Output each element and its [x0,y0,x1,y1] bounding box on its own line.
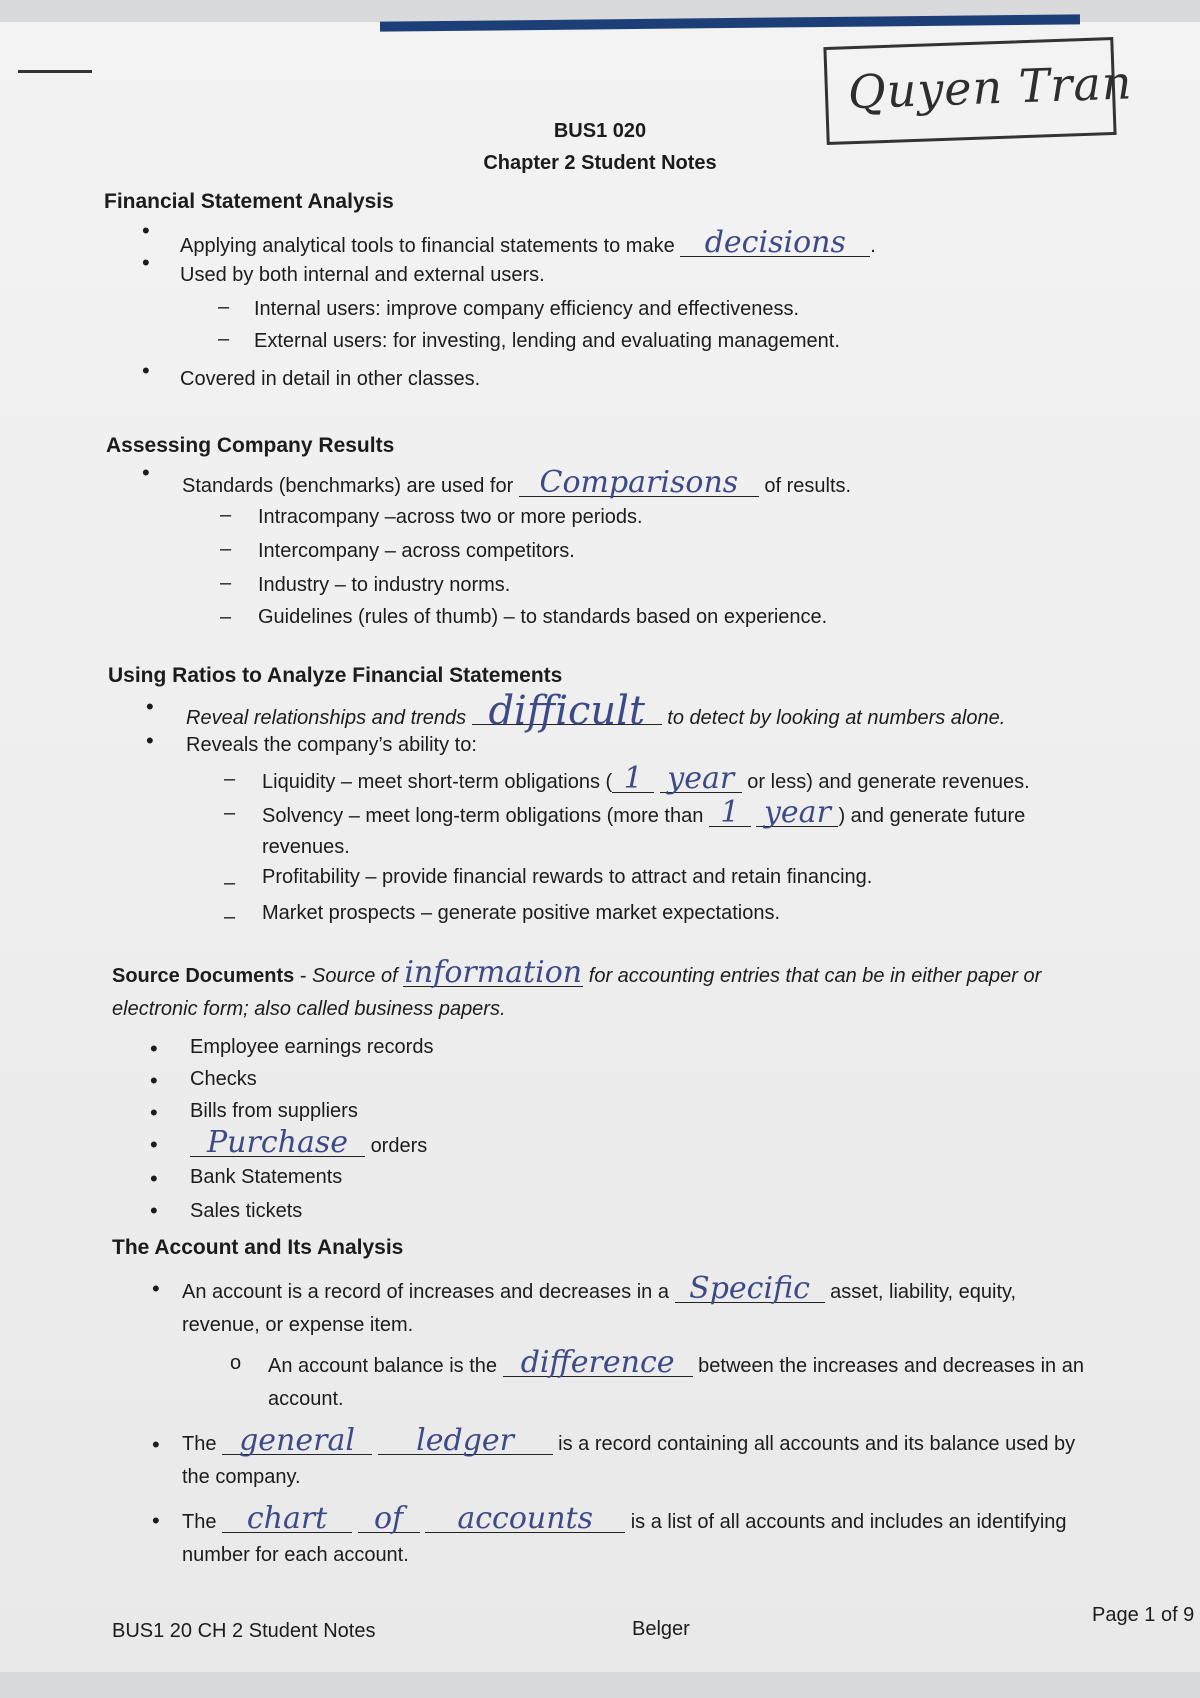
s4-line-2: electronic form; also called business papers. [112,998,506,1020]
bullet: • [152,1276,160,1301]
section-title-source-documents: Source Documents [112,965,295,987]
source-doc-item: Sales tickets [190,1200,303,1222]
handwritten-answer: Specific [675,1276,825,1303]
s1-b1-post: . [870,235,876,257]
s2-sub-3: Industry – to industry norms. [258,574,511,596]
purchase-post: orders [370,1135,428,1157]
bullet: • [146,694,154,719]
s5-sub-cont: account. [268,1388,344,1410]
s5-b2-pre: The [182,1433,217,1455]
bullet: • [150,1166,158,1191]
s3-bullet-2: Reveals the company’s ability to: [186,734,477,756]
source-doc-item: Checks [190,1068,257,1090]
s5-bullet-3-cont: number for each account. [182,1544,409,1566]
bullet: • [150,1036,158,1061]
bullet: • [152,1432,160,1457]
s3-b1-text: Reveal relationships and trends [186,707,467,729]
source-doc-item: Bank Statements [190,1166,343,1188]
dash: – [224,872,236,894]
dash: – [224,768,236,790]
section-title-assessing-results: Assessing Company Results [106,434,395,457]
s5-bullet-2 [182,1423,1076,1458]
s1-bullet-1 [180,225,876,260]
dash: – [220,504,232,526]
s2-sub-4: Guidelines (rules of thumb) – to standards based on experience. [258,606,828,628]
bullet: • [150,1068,158,1093]
s3-market: Market prospects – generate positive market expectations. [262,902,781,924]
dash: – [220,572,232,594]
s2-sub-1: Intracompany –across two or more periods. [258,506,643,528]
s2-b1-text: Standards (benchmarks) are used for [182,475,514,497]
s2-bullet-1 [182,465,852,500]
s4-line-1 [112,955,1042,990]
section-title-financial-statement-analysis: Financial Statement Analysis [104,190,394,213]
course-code: BUS1 020 [553,120,647,142]
dash: – [224,906,236,928]
solv-text: Solvency – meet long-term obligations (more than [262,805,704,827]
s5-bullet-2-cont: the company. [182,1466,301,1488]
handwritten-answer: accounts [425,1506,625,1533]
s1-sub-2: External users: for investing, lending and evaluating management. [254,330,840,352]
s2-sub-2: Intercompany – across competitors. [258,540,575,562]
dash: – [220,606,232,628]
s3-b1-post: to detect by looking at numbers alone. [667,707,1006,729]
bullet: • [150,1100,158,1125]
s5-bullet-1 [182,1271,1017,1306]
s5-bullet-3 [182,1501,1067,1536]
s5-sub-text: An account balance is the [268,1355,498,1377]
s1-bullet-3: Covered in detail in other classes. [180,368,481,390]
handwritten-answer: difference [503,1350,693,1377]
hollow-bullet: o [230,1352,242,1374]
footer-page-number: Page 1 of 9 [1092,1604,1195,1626]
footer-author: Belger [632,1618,690,1640]
dash: – [218,328,230,350]
s3-solvency [262,795,1026,830]
bullet: • [142,250,150,275]
source-doc-item: Bills from suppliers [190,1100,358,1122]
document-title: Chapter 2 Student Notes [483,152,717,174]
bullet: • [146,728,154,753]
solv-post: ) and generate future [838,805,1026,827]
s5-b2-post: is a record containing all accounts and its balance used by [558,1433,1076,1455]
pen-mark [18,70,92,73]
s5-bullet-1-cont: revenue, or expense item. [182,1314,414,1336]
liq-text: Liquidity – meet short-term obligations ( [262,771,613,793]
dash: – [220,538,232,560]
handwritten-answer: year [756,800,838,827]
handwritten-answer: chart [222,1506,352,1533]
handwritten-answer: Comparisons [519,470,759,497]
source-doc-purchase [190,1125,428,1160]
bullet: • [142,218,150,243]
s5-sub [268,1345,1084,1380]
s2-b1-post: of results. [764,475,852,497]
section-title-using-ratios: Using Ratios to Analyze Financial Statements [108,664,563,687]
handwritten-answer: difficult [472,698,662,725]
handwritten-answer: 1 [612,766,654,793]
s1-b1-text: Applying analytical tools to financial statements to make [180,235,675,257]
bullet: • [150,1132,158,1157]
s5-b1-text: An account is a record of increases and decreases in a [182,1281,669,1303]
section-title-account-analysis: The Account and Its Analysis [112,1236,404,1259]
s4-post: for accounting entries that can be in either paper or [588,965,1042,987]
s3-solvency-cont: revenues. [262,836,350,858]
bullet: • [152,1508,160,1533]
s5-sub-post: between the increases and decreases in an [698,1355,1084,1377]
s1-sub-1: Internal users: improve company efficiency and effectiveness. [254,298,800,320]
s5-b1-post: asset, liability, equity, [830,1281,1017,1303]
s3-bullet-1 [186,688,1006,734]
bullet: • [150,1198,158,1223]
bullet: • [142,460,150,485]
dash: – [218,296,230,318]
handwritten-answer: Purchase [190,1130,365,1157]
s5-b3-pre: The [182,1511,217,1533]
s4-sep: - [294,965,313,987]
s3-profitability: Profitability – provide financial rewards to attract and retain financing. [262,866,873,888]
s4-pre: Source of [312,965,398,987]
handwritten-answer: year [660,766,742,793]
footer-course: BUS1 20 CH 2 Student Notes [112,1620,376,1642]
handwritten-answer: 1 [709,800,751,827]
handwritten-answer: general [222,1428,372,1455]
handwritten-answer: information [404,955,583,990]
handwritten-answer: decisions [680,230,870,257]
dash: – [224,802,236,824]
s5-b3-post: is a list of all accounts and includes an identifying [630,1511,1067,1533]
source-doc-item: Employee earnings records [190,1036,434,1058]
handwritten-answer: ledger [378,1428,553,1455]
handwritten-name: Quyen Tran [847,55,1134,120]
s1-bullet-2: Used by both internal and external users. [180,264,545,286]
s3-liquidity [262,761,1030,796]
liq-post: or less) and generate revenues. [747,771,1030,793]
bullet: • [142,358,150,383]
handwritten-answer: of [358,1506,420,1533]
